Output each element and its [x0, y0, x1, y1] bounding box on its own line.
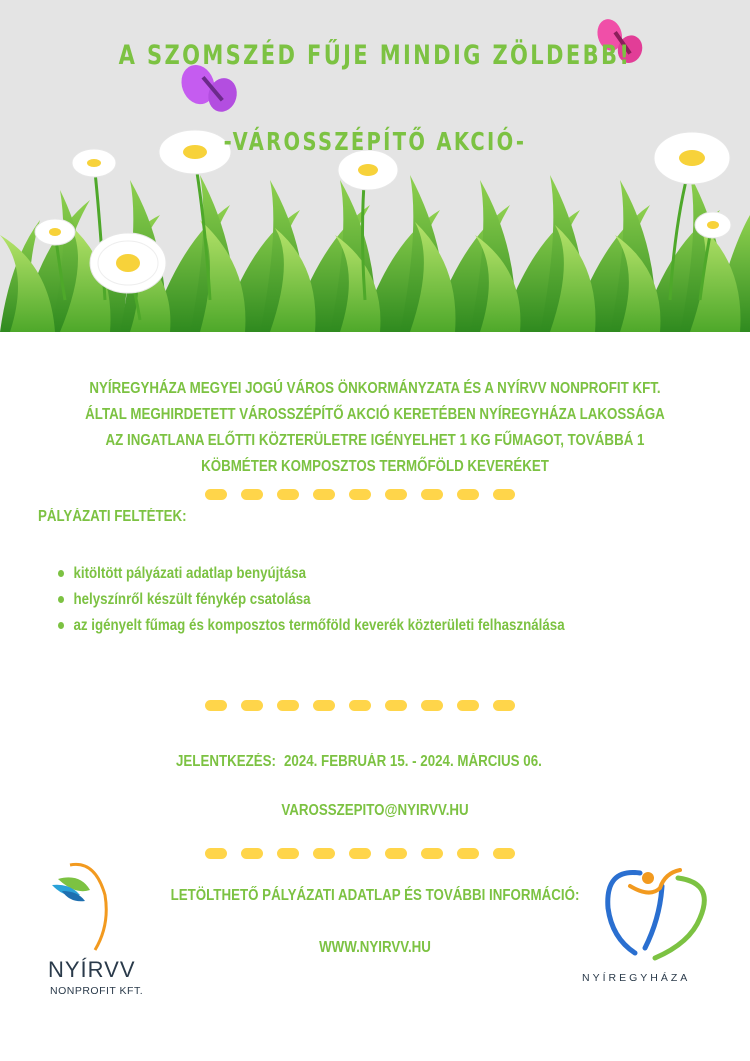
- conditions-list: [58, 561, 565, 639]
- list-item: az igényelt fűmag és komposztos termőföld keverék közterületi felhasználása: [58, 613, 565, 639]
- dot-divider-3: [205, 848, 515, 860]
- nyiregyhaza-heart-icon: [600, 858, 720, 968]
- nyiregyhaza-logo-name: NYÍREGYHÁZA: [582, 972, 691, 984]
- dot-divider-2: [205, 700, 515, 712]
- dot-divider-1: [205, 489, 515, 501]
- nyirvv-logo-subtitle: NONPROFIT KFT.: [50, 985, 144, 997]
- page-title: A SZOMSZÉD FŰJE MINDIG ZÖLDEBB!: [118, 40, 632, 71]
- website-link[interactable]: WWW.NYIRVV.HU: [319, 939, 431, 956]
- conditions-label: PÁLYÁZATI FELTÉTEK:: [38, 508, 187, 525]
- list-item: kitöltött pályázati adatlap benyújtása: [58, 561, 565, 587]
- nyirvv-logo-name: NYÍRVV: [48, 957, 136, 982]
- registration-label: JELENTKEZÉS:: [176, 753, 276, 770]
- list-item: helyszínről készült fénykép csatolása: [58, 587, 565, 613]
- header-banner: [0, 0, 750, 332]
- intro-text: NYÍREGYHÁZA MEGYEI JOGÚ VÁROS ÖNKORMÁNYZATA ÉS A NYÍRVV NONPROFIT KFT. ÁLTAL MEGHIRDETETT VÁROSSZÉPÍTŐ AKCIÓ KERETÉBEN NYÍREGYHÁZA LAKOSSÁGA AZ INGATLANA ELŐTTI KÖZTERÜLETRE IGÉNYELHET 1 KG FŰMAGOT, TOVÁBBÁ 1 KÖBMÉTER KOMPOSZTOS TERMŐFÖLD KEVERÉKET: [85, 380, 665, 475]
- nyirvv-leaf-icon: [40, 855, 170, 955]
- download-label: LETÖLTHETŐ PÁLYÁZATI ADATLAP ÉS TOVÁBBI INFORMÁCIÓ:: [170, 887, 580, 904]
- email-link[interactable]: VAROSSZEPITO@NYIRVV.HU: [281, 802, 469, 819]
- nyiregyhaza-logo: [600, 858, 720, 968]
- registration-dates: 2024. FEBRUÁR 15. - 2024. MÁRCIUS 06.: [284, 753, 542, 770]
- page-subtitle: -VÁROSSZÉPÍTŐ AKCIÓ-: [223, 127, 527, 156]
